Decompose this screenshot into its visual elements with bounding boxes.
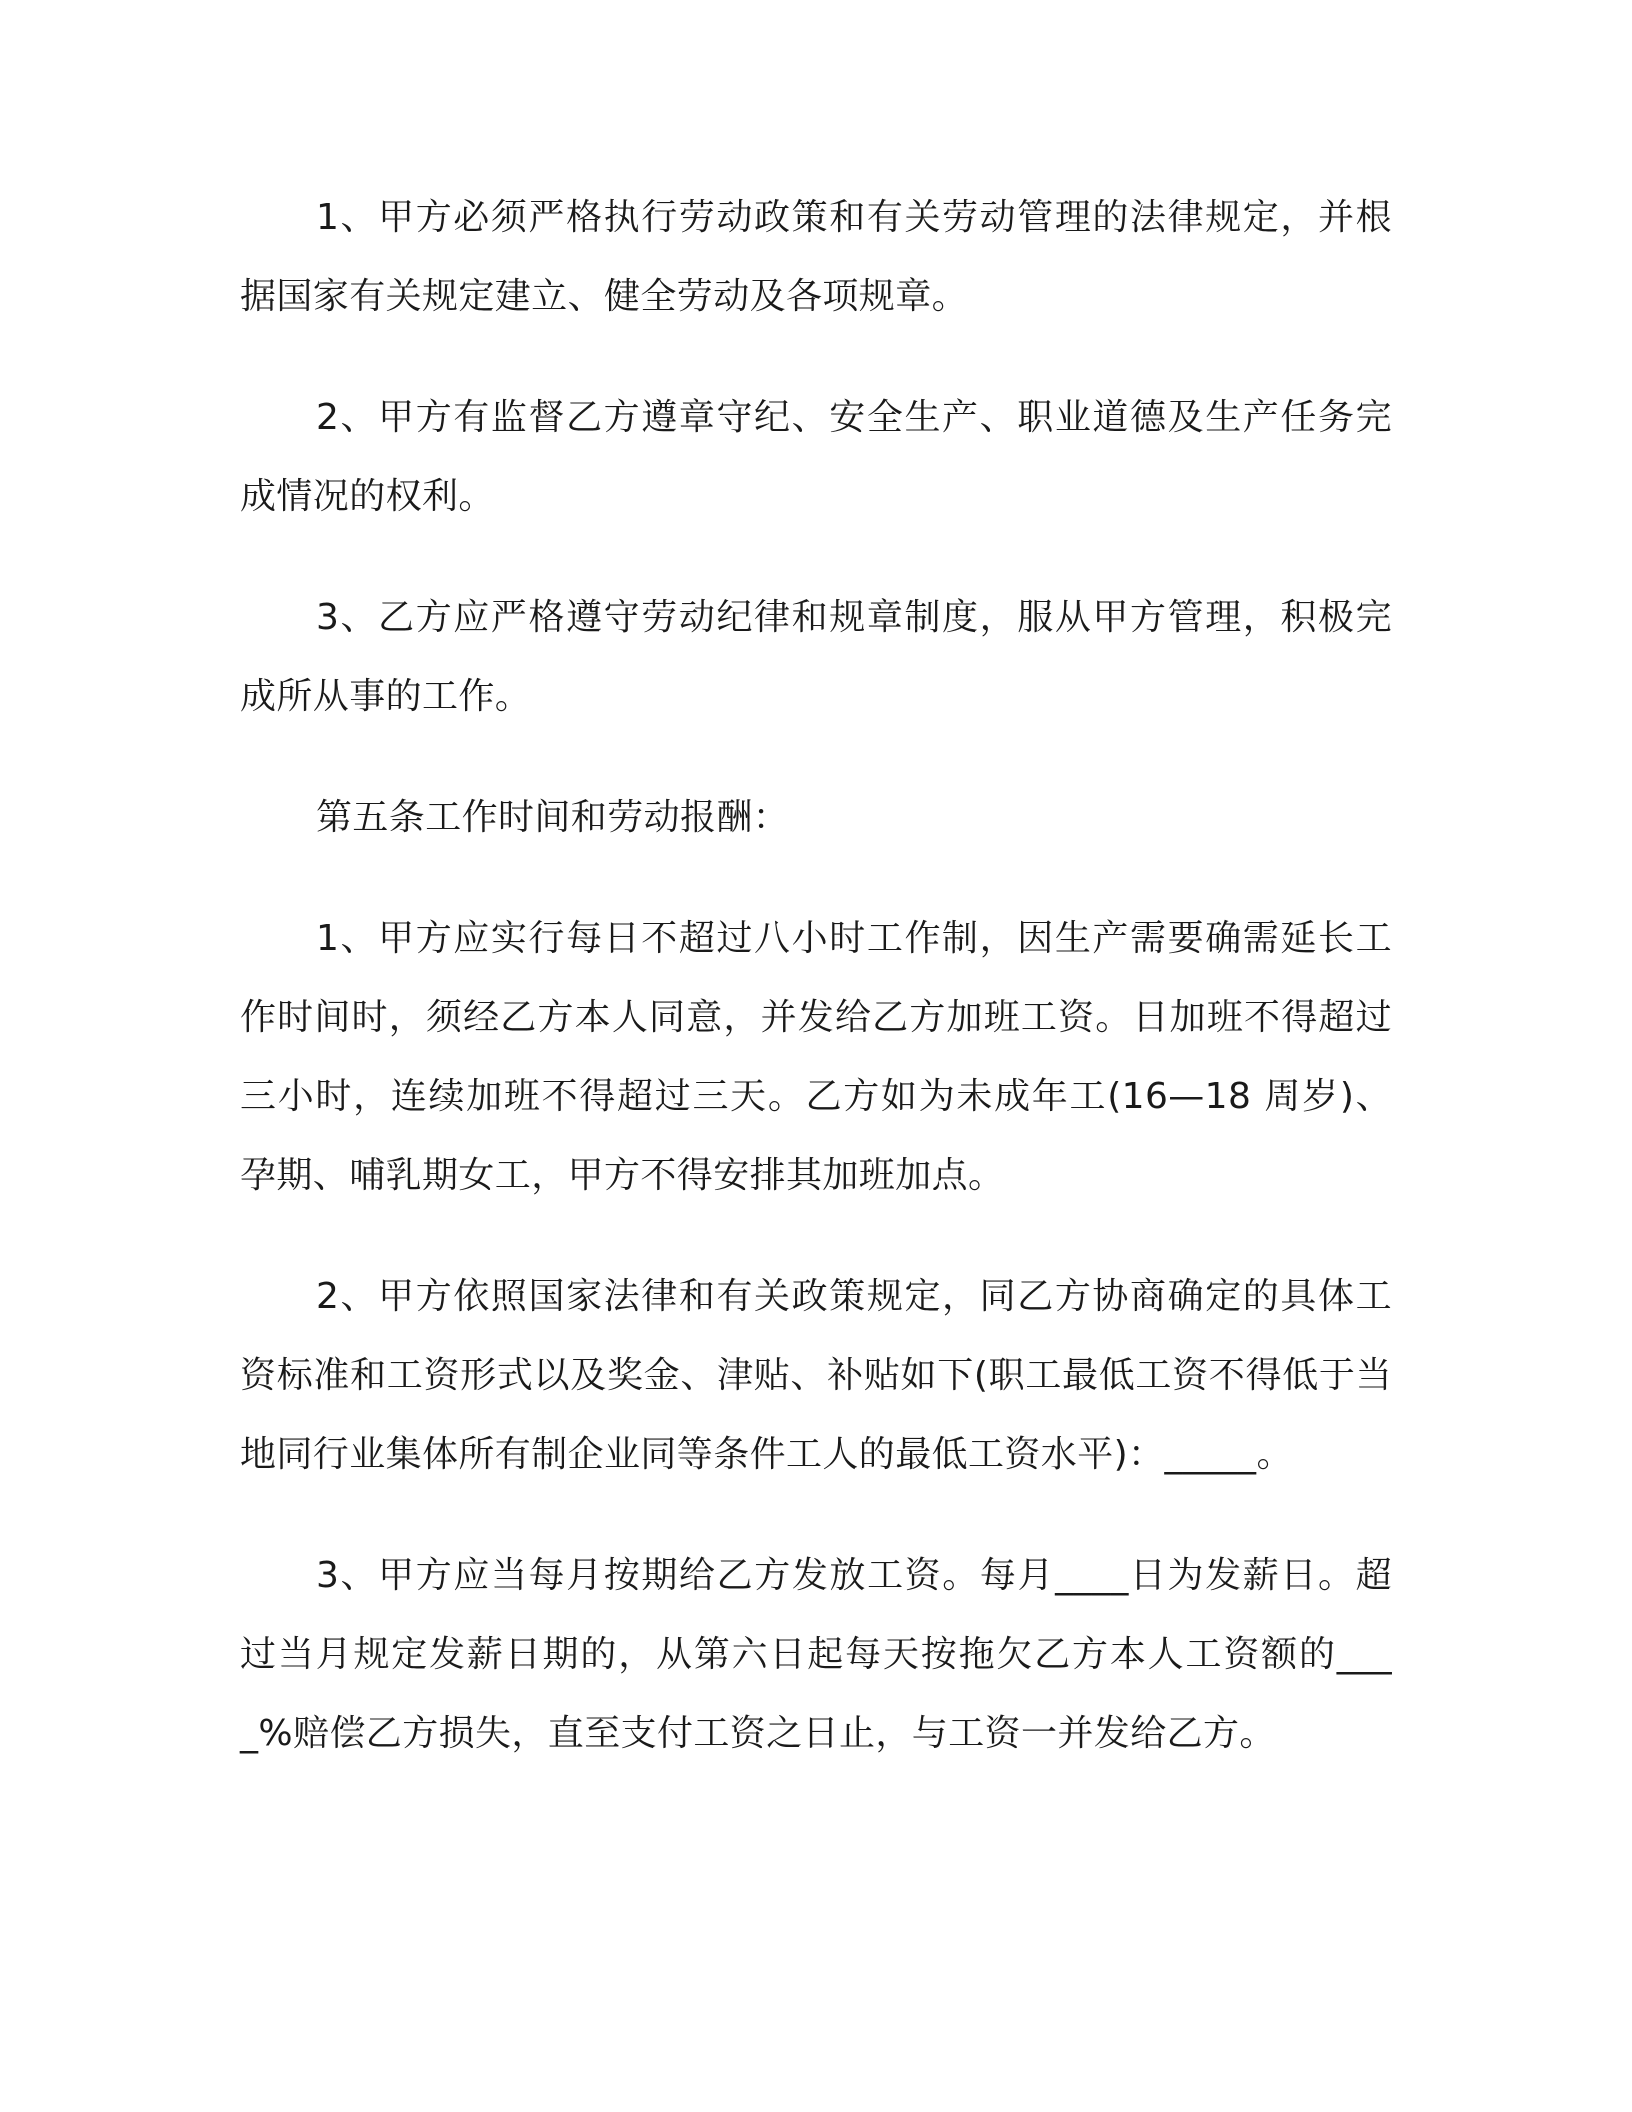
- section-heading-article-5: 第五条工作时间和劳动报酬：: [316, 797, 790, 838]
- paragraph-employer-obligation-1: 1、甲方必须严格执行劳动政策和有关劳动管理的法律规定，并根据国家有关规定建立、健全劳动及各项规章。: [240, 197, 1392, 317]
- paragraph-wage-standard-2: 2、甲方依照国家法律和有关政策规定，同乙方协商确定的具体工资标准和工资形式以及奖金、津贴、补贴如下(职工最低工资不得低于当地同行业集体所有制企业同等条件工人的最低工资水平)：_____。: [240, 1276, 1392, 1475]
- paragraph-employer-supervision-2: 2、甲方有监督乙方遵章守纪、安全生产、职业道德及生产任务完成情况的权利。: [240, 397, 1392, 517]
- document-page: [240, 178, 1392, 1815]
- paragraph-payday-3: 3、甲方应当每月按期给乙方发放工资。每月____日为发薪日。超过当月规定发薪日期的，从第六日起每天按拖欠乙方本人工资额的____%赔偿乙方损失，直至支付工资之日止，与工资一并发给乙方。: [240, 1555, 1392, 1754]
- paragraph-working-hours-1: 1、甲方应实行每日不超过八小时工作制，因生产需要确需延长工作时间时，须经乙方本人同意，并发给乙方加班工资。日加班不得超过三小时，连续加班不得超过三天。乙方如为未成年工(16—18 周岁)、孕期、哺乳期女工，甲方不得安排其加班加点。: [240, 918, 1392, 1196]
- paragraph-employee-discipline-3: 3、乙方应严格遵守劳动纪律和规章制度，服从甲方管理，积极完成所从事的工作。: [240, 597, 1392, 717]
